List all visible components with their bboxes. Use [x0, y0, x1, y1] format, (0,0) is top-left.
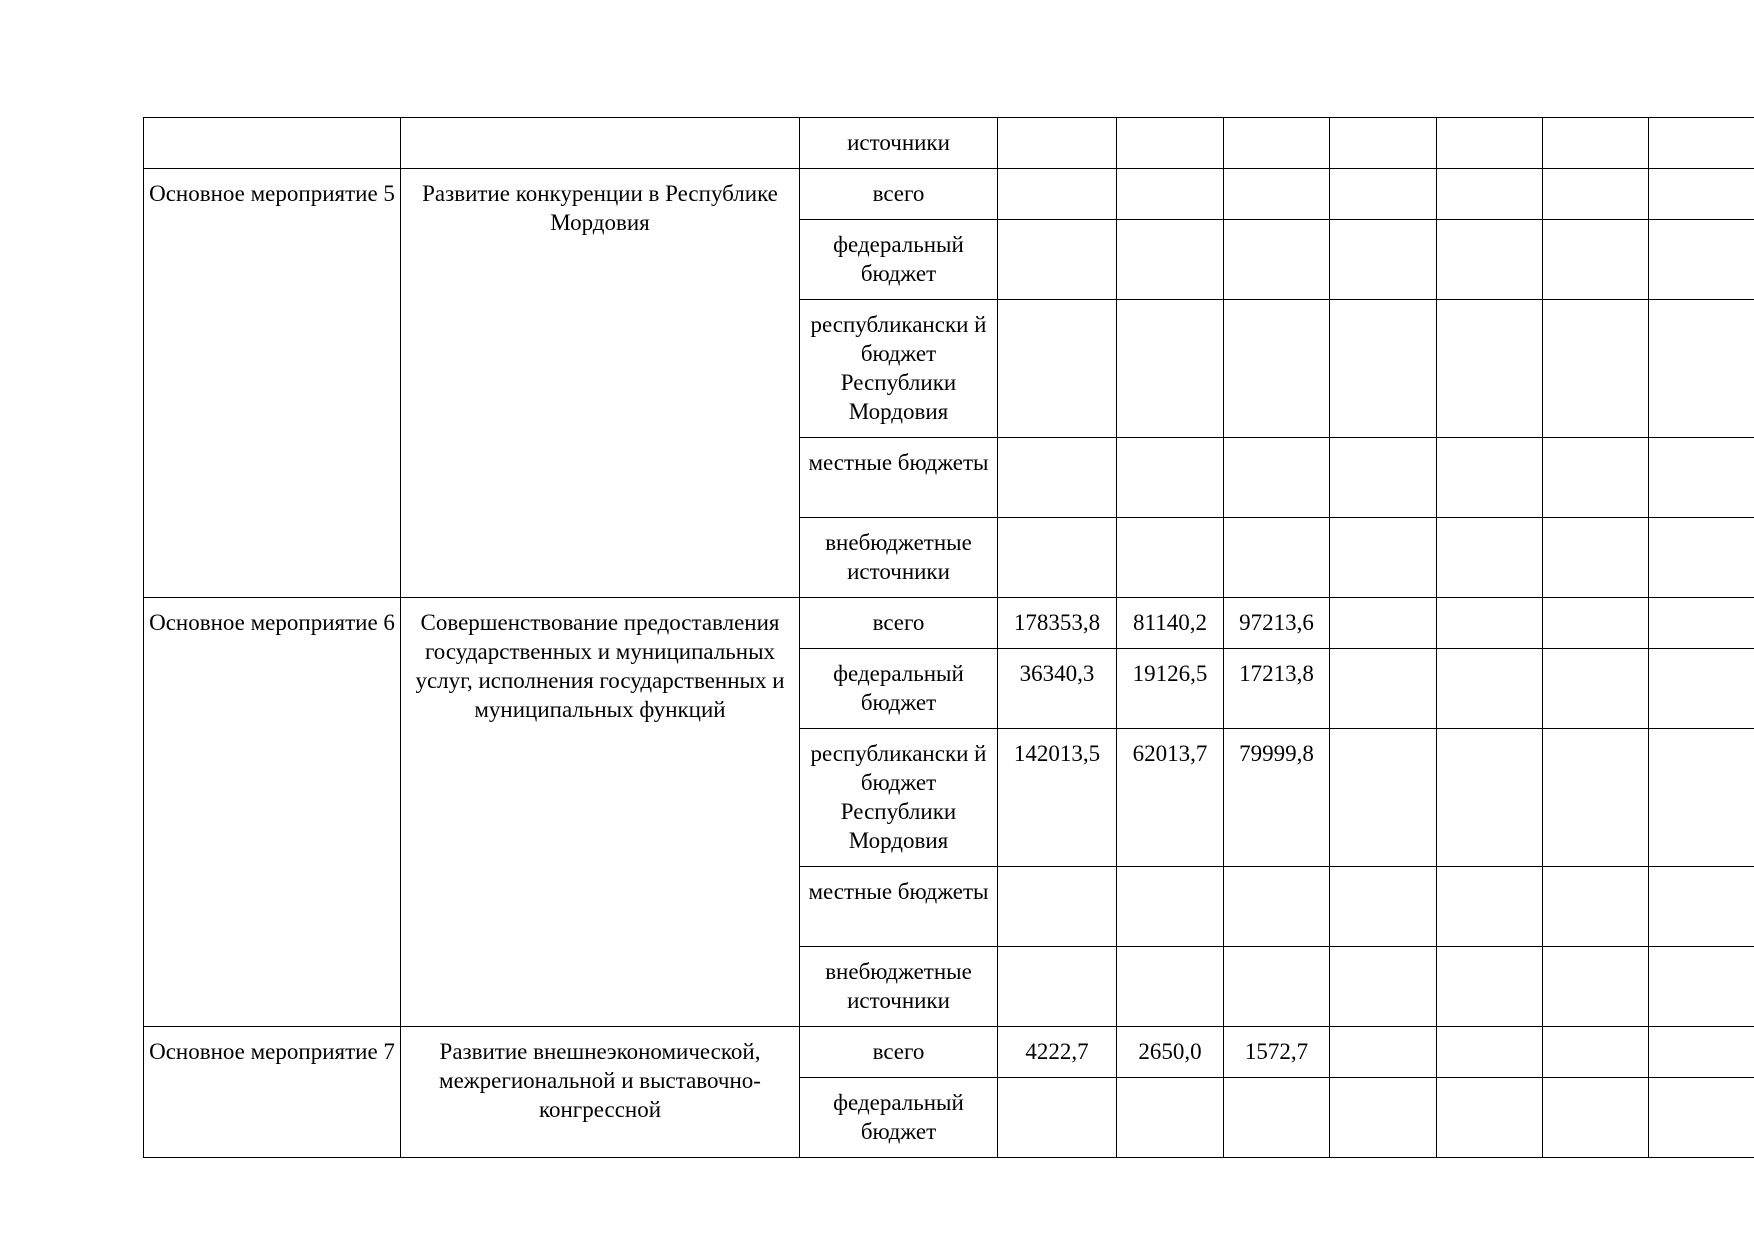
cell-value	[1330, 438, 1437, 518]
cell-total	[998, 1078, 1117, 1158]
cell-value	[1543, 867, 1649, 947]
cell-value	[1330, 1078, 1437, 1158]
table-row	[144, 169, 1754, 220]
cell-year1: 2650,0	[1117, 1027, 1224, 1078]
cell-value	[1543, 169, 1649, 220]
cell-year1	[1117, 300, 1224, 438]
cell-year1	[1117, 220, 1224, 300]
cell-year1	[1117, 438, 1224, 518]
cell-source: республикански й бюджет Республики Мордовия	[800, 300, 998, 438]
cell-year1: 81140,2	[1117, 598, 1224, 649]
cell-year2	[1224, 1078, 1330, 1158]
cell-year1	[1117, 518, 1224, 598]
cell-value	[1649, 867, 1754, 947]
measure-code-6: Основное мероприятие 6	[144, 598, 401, 1027]
measure-name-6: Совершенствование предоставления государственных и муниципальных услуг, исполнения государственных и муниципальных функций	[401, 598, 800, 1027]
cell-total: 36340,3	[998, 649, 1117, 729]
cell-value	[1649, 1027, 1754, 1078]
cell-year2	[1224, 518, 1330, 598]
cell-source: внебюджетные источники	[800, 518, 998, 598]
measure-code-7: Основное мероприятие 7	[144, 1027, 401, 1158]
cell-value	[1543, 1027, 1649, 1078]
cell-value	[1330, 118, 1437, 169]
table-row	[144, 1027, 1754, 1078]
cell-value	[1649, 649, 1754, 729]
cell-year2: 17213,8	[1224, 649, 1330, 729]
cell-value	[1224, 118, 1330, 169]
cell-value	[1543, 220, 1649, 300]
cell-source: источники	[800, 118, 998, 169]
financing-table	[143, 117, 1754, 1158]
cell-year2: 79999,8	[1224, 729, 1330, 867]
cell-value	[1543, 118, 1649, 169]
cell-value	[1649, 169, 1754, 220]
cell-total	[998, 300, 1117, 438]
cell-value	[1330, 1027, 1437, 1078]
cell-total	[998, 867, 1117, 947]
table-row	[144, 118, 1754, 169]
cell-value	[1543, 598, 1649, 649]
cell-value	[998, 118, 1117, 169]
table-row	[144, 598, 1754, 649]
cell-year2: 1572,7	[1224, 1027, 1330, 1078]
cell-value	[1649, 220, 1754, 300]
cell-year1: 62013,7	[1117, 729, 1224, 867]
cell-value	[1437, 867, 1543, 947]
cell-value	[1330, 729, 1437, 867]
cell-value	[1330, 220, 1437, 300]
cell-year2	[1224, 867, 1330, 947]
cell-year1	[1117, 1078, 1224, 1158]
cell-value	[1330, 947, 1437, 1027]
cell-value	[1117, 118, 1224, 169]
cell-value	[1437, 438, 1543, 518]
measure-name-7: Развитие внешнеэкономической, межрегиональной и выставочно-конгрессной	[401, 1027, 800, 1158]
cell-value	[1543, 947, 1649, 1027]
cell-value	[1437, 300, 1543, 438]
cell-year2	[1224, 438, 1330, 518]
cell-value	[1543, 518, 1649, 598]
cell-value	[1649, 729, 1754, 867]
cell-value	[1437, 1027, 1543, 1078]
cell-source: всего	[800, 1027, 998, 1078]
cell-value	[1330, 867, 1437, 947]
cell-value	[1649, 947, 1754, 1027]
cell-total	[998, 169, 1117, 220]
cell-year1	[1117, 867, 1224, 947]
cell-year2: 97213,6	[1224, 598, 1330, 649]
cell-source: всего	[800, 169, 998, 220]
cell-value	[1330, 518, 1437, 598]
cell-year2	[1224, 220, 1330, 300]
cell-value	[1437, 220, 1543, 300]
cell-value	[1330, 649, 1437, 729]
cell-year1: 19126,5	[1117, 649, 1224, 729]
cell-source: федеральный бюджет	[800, 220, 998, 300]
cell-value	[1543, 300, 1649, 438]
cell-source: федеральный бюджет	[800, 649, 998, 729]
cell-code	[144, 118, 401, 169]
cell-total: 4222,7	[998, 1027, 1117, 1078]
cell-value	[1437, 729, 1543, 867]
cell-source: внебюджетные источники	[800, 947, 998, 1027]
cell-value	[1330, 598, 1437, 649]
cell-value	[1543, 438, 1649, 518]
cell-value	[1437, 1078, 1543, 1158]
cell-total	[998, 518, 1117, 598]
cell-value	[1330, 300, 1437, 438]
cell-value	[1437, 598, 1543, 649]
cell-value	[1649, 598, 1754, 649]
cell-value	[1543, 729, 1649, 867]
measure-code-5: Основное мероприятие 5	[144, 169, 401, 598]
cell-source: республикански й бюджет Республики Мордовия	[800, 729, 998, 867]
cell-value	[1649, 438, 1754, 518]
cell-name	[401, 118, 800, 169]
cell-total: 142013,5	[998, 729, 1117, 867]
cell-year2	[1224, 300, 1330, 438]
measure-name-5: Развитие конкуренции в Республике Мордовия	[401, 169, 800, 598]
cell-value	[1649, 118, 1754, 169]
cell-value	[1437, 118, 1543, 169]
cell-source: федеральный бюджет	[800, 1078, 998, 1158]
cell-value	[1437, 947, 1543, 1027]
cell-source: местные бюджеты	[800, 867, 998, 947]
cell-source: местные бюджеты	[800, 438, 998, 518]
cell-value	[1649, 518, 1754, 598]
cell-total	[998, 220, 1117, 300]
cell-year2	[1224, 169, 1330, 220]
cell-total: 178353,8	[998, 598, 1117, 649]
cell-year2	[1224, 947, 1330, 1027]
cell-value	[1649, 300, 1754, 438]
cell-value	[1649, 1078, 1754, 1158]
cell-value	[1437, 649, 1543, 729]
cell-total	[998, 438, 1117, 518]
cell-source: всего	[800, 598, 998, 649]
cell-value	[1437, 518, 1543, 598]
cell-year1	[1117, 947, 1224, 1027]
cell-value	[1330, 169, 1437, 220]
cell-total	[998, 947, 1117, 1027]
cell-value	[1543, 649, 1649, 729]
cell-value	[1543, 1078, 1649, 1158]
cell-value	[1437, 169, 1543, 220]
cell-year1	[1117, 169, 1224, 220]
